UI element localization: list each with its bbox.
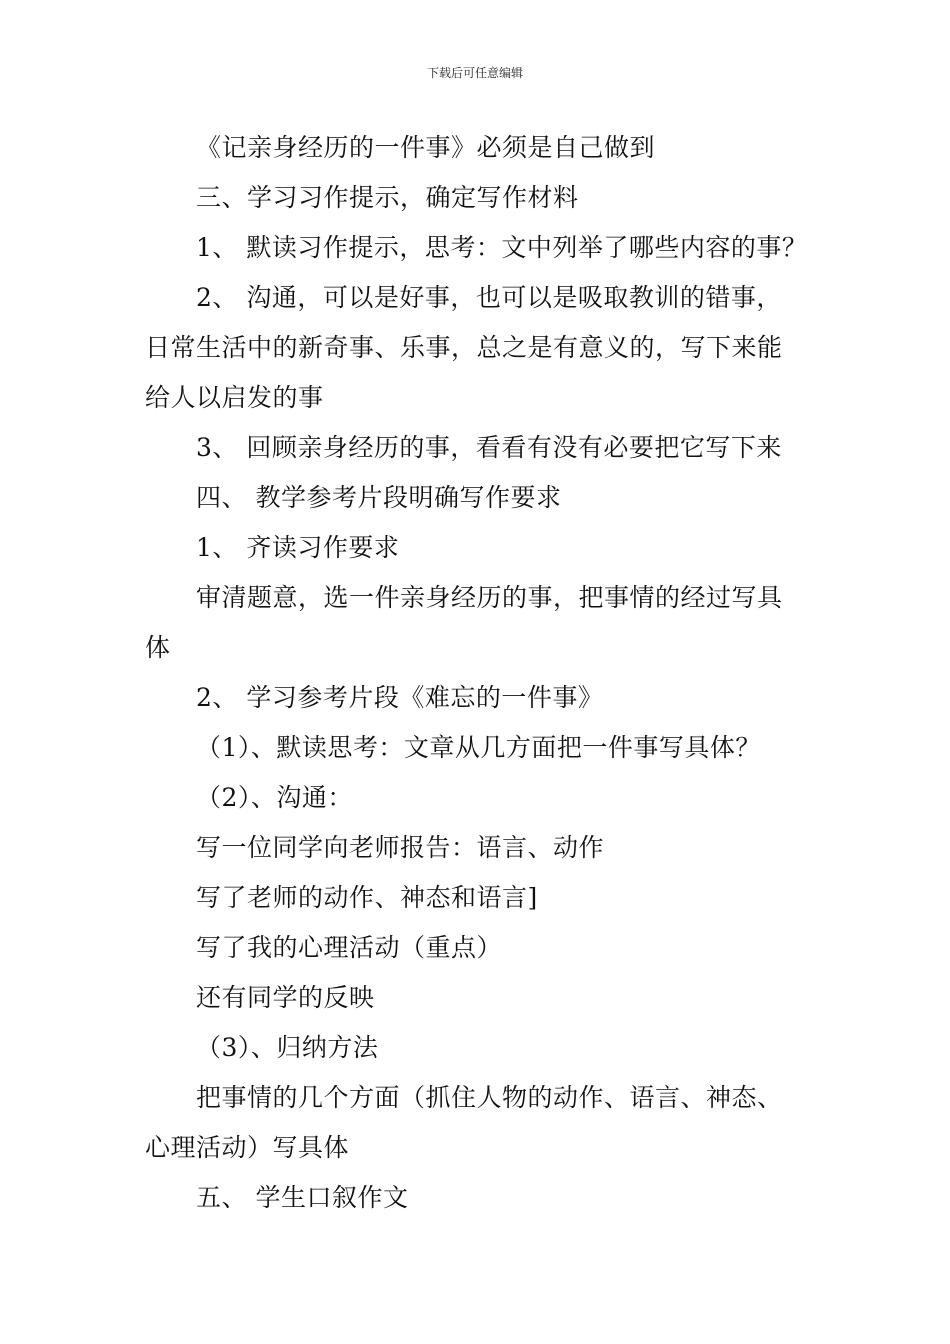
section-heading: 五、 学生口叙作文 [196,1183,409,1212]
paragraph-line: 写了我的心理活动（重点） [196,933,503,962]
section-heading: 四、 教学参考片段明确写作要求 [196,483,562,512]
paragraph-line: 审清题意，选一件亲身经历的事，把事情的经过写具 [196,583,783,612]
list-item: （1）、默读思考：文章从几方面把一件事写具体？ [196,733,761,762]
page-header: 下载后可任意编辑 [426,66,523,80]
paragraph-line: 体 [145,633,171,662]
paragraph-line: 日常生活中的新奇事、乐事，总之是有意义的，写下来能 [145,333,783,362]
section-heading: 三、学习习作提示，确定写作材料 [196,183,579,212]
list-item: （2）、沟通： [196,783,353,812]
list-item: 1、 齐读习作要求 [196,533,400,562]
list-item: 1、 默读习作提示，思考：文中列举了哪些内容的事？ [196,233,808,262]
list-item: （3）、归纳方法 [196,1033,379,1062]
list-item: 2、 学习参考片段《难忘的一件事》 [196,683,604,712]
paragraph-line: 心理活动）写具体 [145,1133,350,1162]
list-item: 2、 沟通，可以是好事，也可以是吸取教训的错事， [196,283,782,312]
paragraph-line: 把事情的几个方面（抓住人物的动作、语言、神态、 [196,1083,783,1112]
paragraph-line: 写了老师的动作、神态和语言] [196,883,538,912]
list-item: 3、 回顾亲身经历的事，看看有没有必要把它写下来 [196,433,782,462]
paragraph-line: 写一位同学向老师报告：语言、动作 [196,833,605,862]
paragraph-line: 还有同学的反映 [196,983,375,1012]
paragraph-line: 给人以启发的事 [145,383,324,412]
paragraph-line: 《记亲身经历的一件事》必须是自己做到 [196,133,656,162]
